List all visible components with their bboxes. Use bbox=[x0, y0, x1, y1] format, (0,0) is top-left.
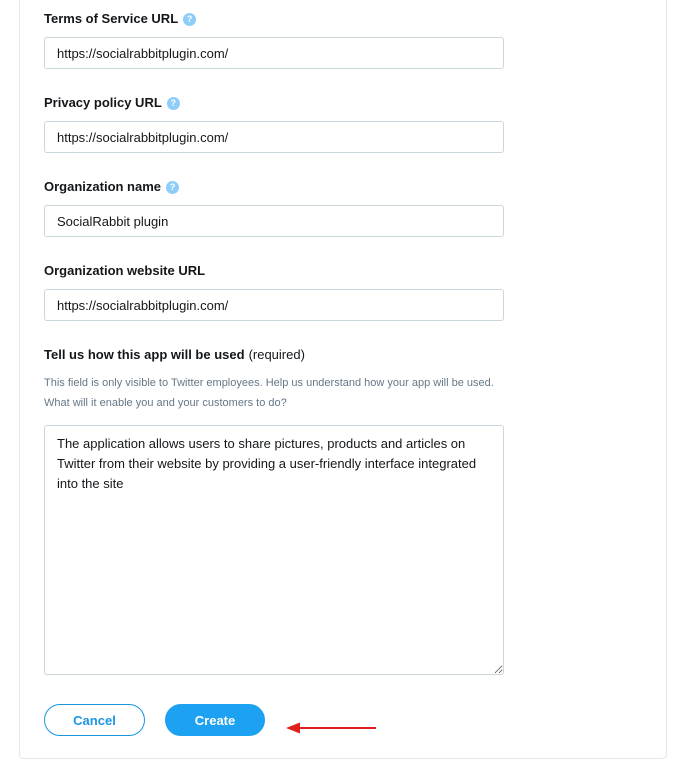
org-url-label: Organization website URL bbox=[44, 263, 206, 278]
tos-url-input[interactable] bbox=[44, 37, 504, 69]
help-icon[interactable]: ? bbox=[166, 181, 179, 194]
tos-label: Terms of Service URL ? bbox=[44, 11, 196, 27]
required-note: (required) bbox=[248, 347, 305, 362]
help-icon[interactable]: ? bbox=[183, 13, 196, 26]
usage-label: Tell us how this app will be used (required) bbox=[44, 347, 305, 362]
red-arrow-annotation bbox=[286, 721, 378, 735]
org-name-field bbox=[44, 179, 179, 195]
privacy-url-input[interactable] bbox=[44, 121, 504, 153]
usage-textarea[interactable] bbox=[44, 425, 504, 675]
tos-field bbox=[44, 11, 196, 27]
org-url-input[interactable] bbox=[44, 289, 504, 321]
help-icon[interactable]: ? bbox=[167, 97, 180, 110]
privacy-label: Privacy policy URL ? bbox=[44, 95, 180, 111]
cancel-button[interactable]: Cancel bbox=[44, 704, 145, 736]
org-name-label: Organization name ? bbox=[44, 179, 179, 195]
usage-field bbox=[44, 347, 305, 363]
usage-description: This field is only visible to Twitter employees. Help us understand how your app will be used. What will it enable you and your customers to do? bbox=[44, 377, 494, 409]
create-button[interactable]: Create bbox=[165, 704, 265, 736]
org-url-field bbox=[44, 263, 205, 279]
org-name-input[interactable] bbox=[44, 205, 504, 237]
privacy-field bbox=[44, 95, 180, 111]
